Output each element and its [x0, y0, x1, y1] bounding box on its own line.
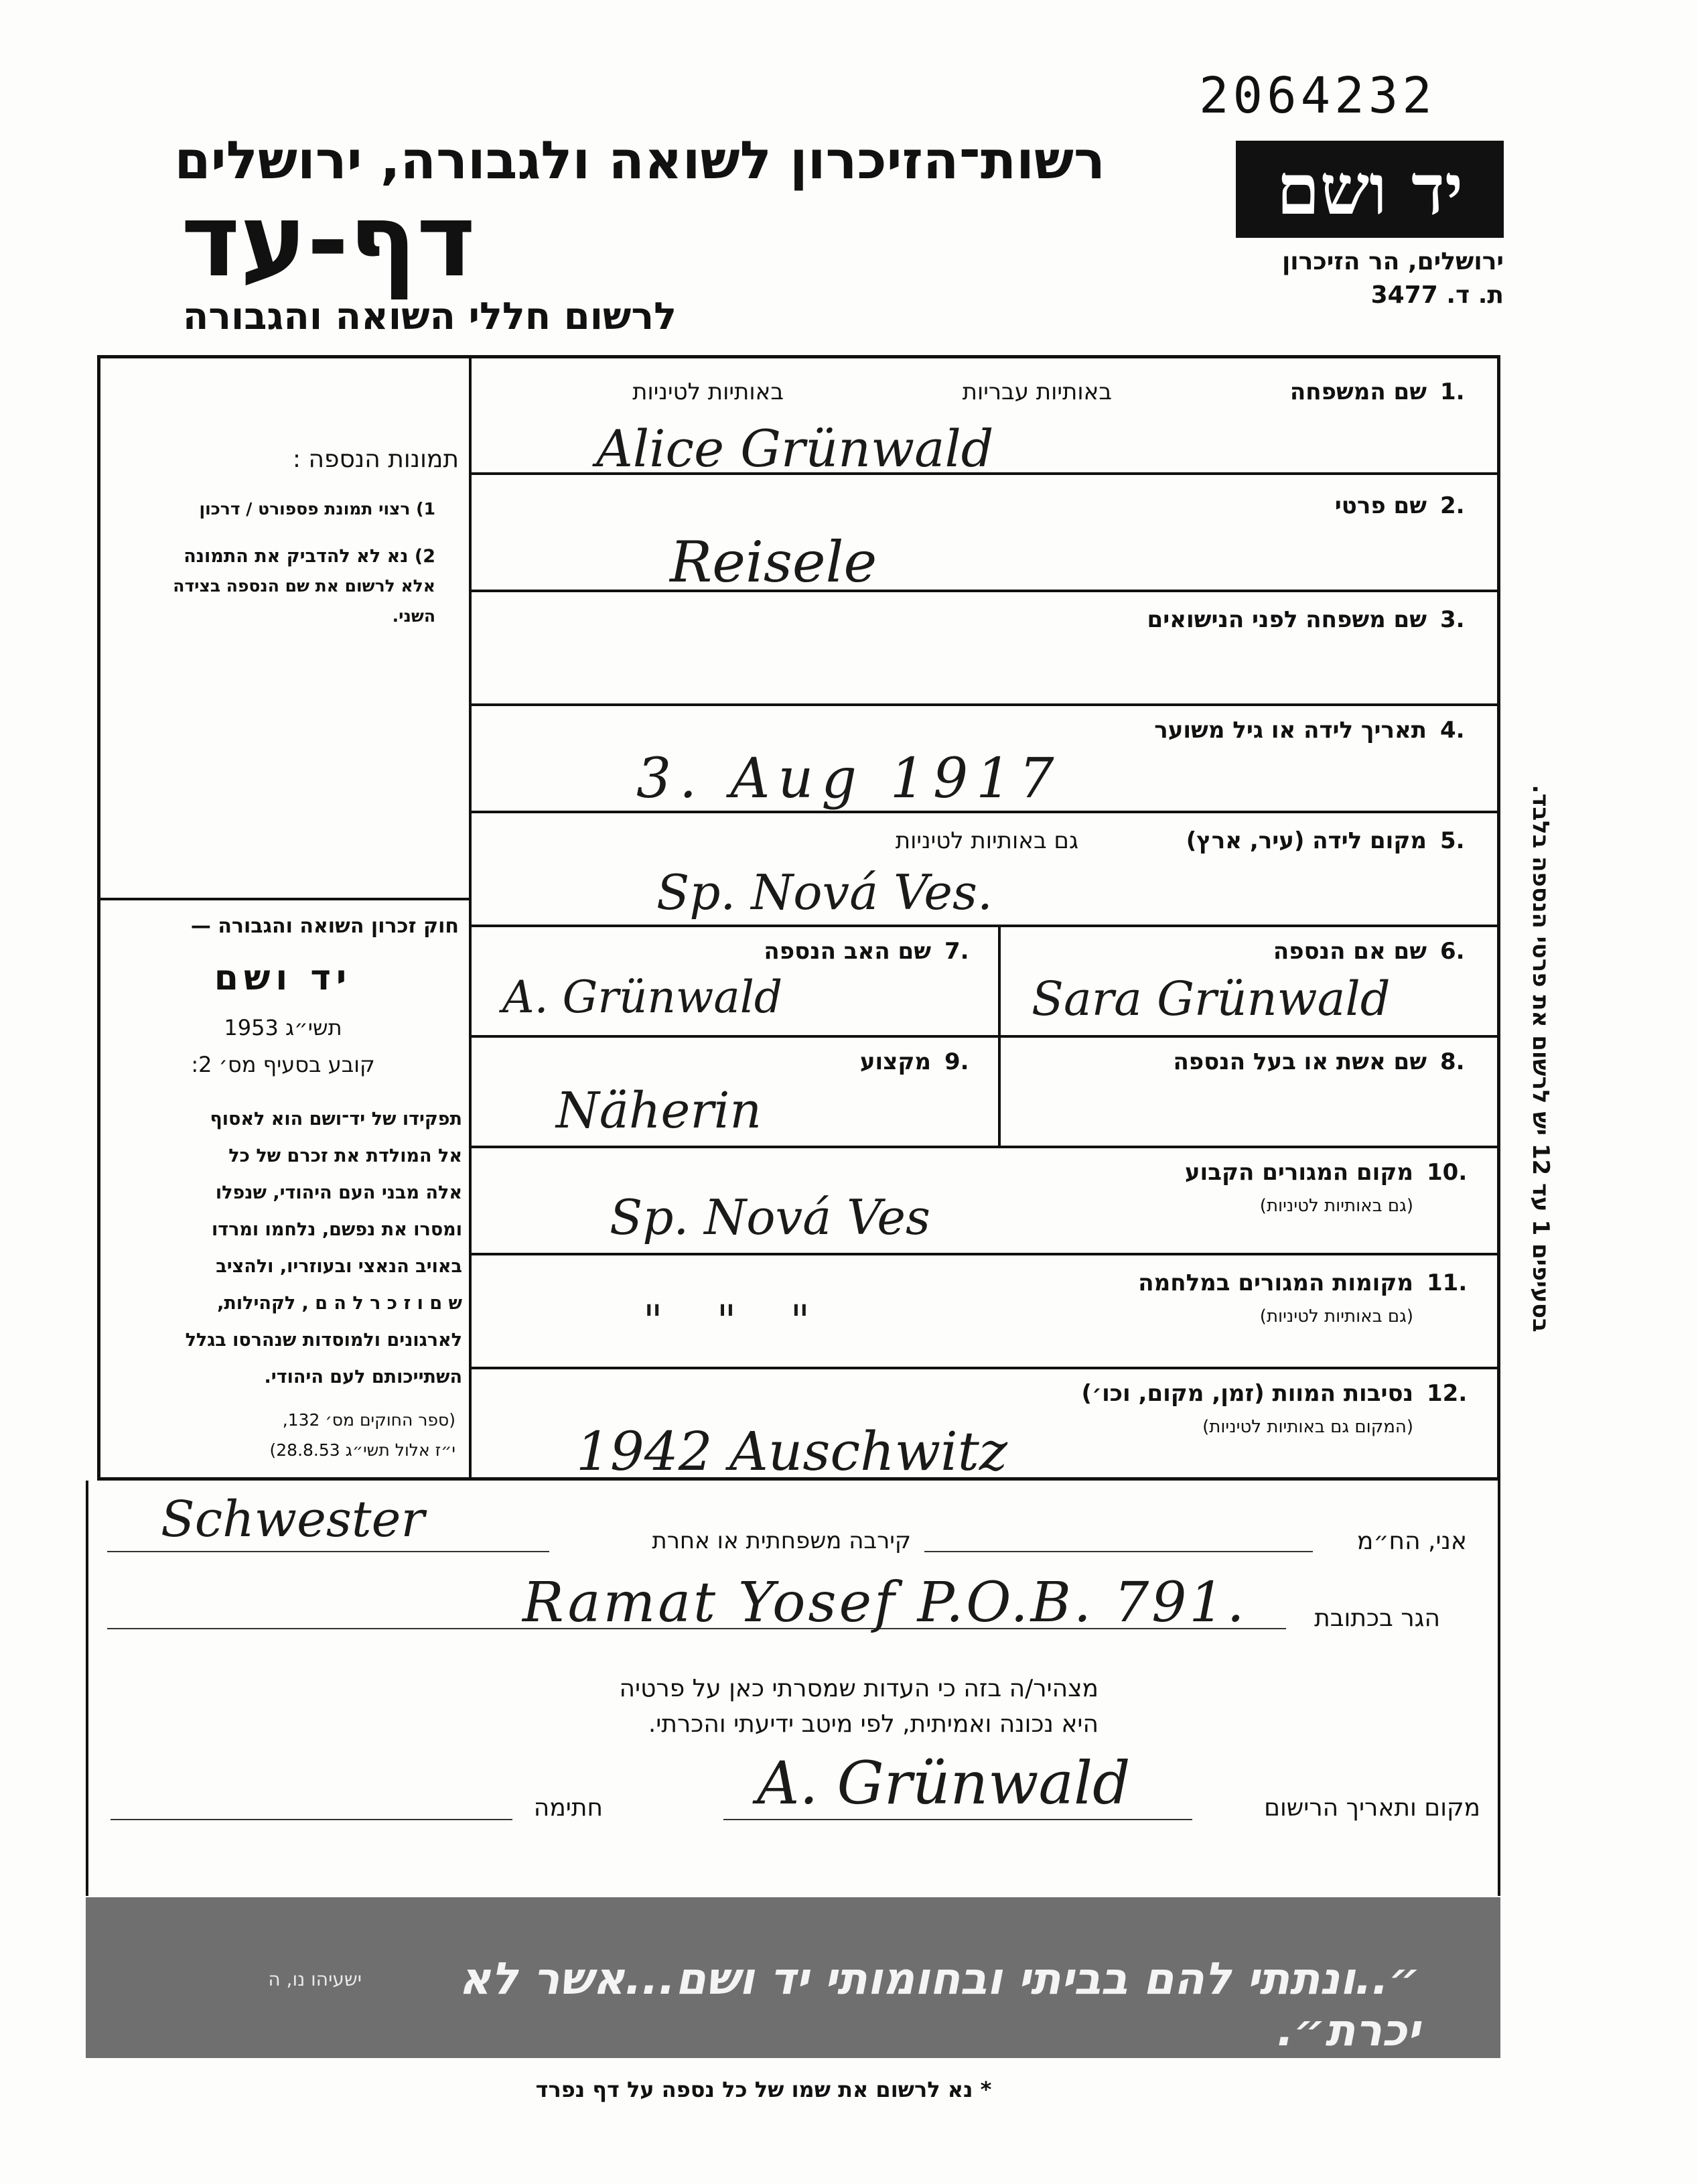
- statement-line-1: מצהיר/ה בזה כי העדות שמסרתי כאן על פרטיה: [619, 1675, 1099, 1702]
- logo-text: יד ושם: [1276, 148, 1464, 230]
- law-text-line: לארגונים ולמוסדות שנהרסו בגלל: [185, 1330, 462, 1351]
- permanent-residence-value[interactable]: Sp. Nová Ves: [610, 1189, 930, 1245]
- field-8-label: שם אשת או בעל הנספה: [1173, 1048, 1427, 1075]
- field-9-number: 9.: [944, 1048, 969, 1075]
- relation-line: [107, 1551, 549, 1552]
- law-text-line: אל המולדת את זכרם של כל: [228, 1146, 462, 1166]
- field-11-label: מקומות המגורים במלחמה: [1138, 1270, 1413, 1296]
- profession-value[interactable]: Näherin: [556, 1082, 762, 1140]
- yad-vashem-logo: [1236, 141, 1504, 238]
- statement-line-2: היא נכונה ואמיתית, לפי מיטב ידיעתי והכרתי.: [648, 1710, 1099, 1738]
- signature-value[interactable]: A. Grünwald: [757, 1749, 1131, 1818]
- law-text-line: השתייכותם לעם היהודי.: [264, 1367, 462, 1387]
- field-12-number: 12.: [1427, 1380, 1468, 1407]
- field-5-hint: גם באותיות לטיניות: [895, 827, 1078, 854]
- law-text-line: באויב הנאצי ובעוזריו, ולהציב: [216, 1256, 462, 1277]
- row-rule: [469, 703, 1500, 706]
- declaration-frame-left: [86, 1481, 88, 1896]
- field-4-label: תאריך לידה או גיל משוער: [1154, 717, 1427, 744]
- declaration-frame-right: [1498, 1481, 1500, 1896]
- signature-label: חתימה: [533, 1794, 603, 1822]
- field-8-number: 8.: [1440, 1048, 1465, 1075]
- field-11-number: 11.: [1427, 1270, 1468, 1296]
- side-note: בסעיפים 1 עד 12 יש לרשום את פרטי הנספה בלבד.: [1527, 784, 1554, 1333]
- family-name-value[interactable]: Alice Grünwald: [596, 419, 994, 478]
- photo-note-1: 1) רצוי תמונת פספורט / דרכון: [199, 499, 435, 519]
- field-1-number: 1.: [1440, 379, 1465, 405]
- first-name-value[interactable]: Reisele: [670, 529, 877, 595]
- banner-quote: ״..ונתתי להם בביתי ובחומותי יד ושם...אשר לא יכרת״.: [458, 1953, 1420, 2056]
- law-reference-1: (ספר החוקים מס׳ 132,: [282, 1410, 455, 1430]
- declarant-line: [924, 1551, 1313, 1552]
- field-6-label: שם אם הנספה: [1273, 938, 1427, 965]
- field-1-latin-hint: באותיות לטיניות: [632, 379, 784, 405]
- row-rule: [469, 925, 1500, 927]
- law-text-line: ש ם ו ז כ ר ל ה ם , לקהילות,: [217, 1293, 462, 1314]
- row-rule: [469, 1035, 1500, 1038]
- declarant-label: אני, הח״מ: [1356, 1527, 1467, 1555]
- field-10-hint: (גם באותיות לטיניות): [1259, 1196, 1413, 1216]
- address-value[interactable]: Ramat Yosef P.O.B. 791.: [522, 1571, 1247, 1635]
- field-7-number: 7.: [944, 938, 969, 965]
- wartime-residence-value[interactable]: " " ": [643, 1296, 830, 1346]
- row-rule: [469, 1367, 1500, 1369]
- law-heading: חוק זכרון השואה והגבורה —: [190, 914, 459, 938]
- death-circumstances-value[interactable]: 1942 Auschwitz: [576, 1420, 1008, 1483]
- field-3-number: 3.: [1440, 606, 1465, 633]
- mid-column-divider: [998, 925, 1001, 1146]
- signature-line: [111, 1819, 512, 1820]
- document-number: 2064232: [1199, 67, 1436, 125]
- banner-source: ישעיהו נו, ה: [268, 1968, 362, 1990]
- photo-note-2-line-3: השני.: [392, 606, 435, 626]
- mother-name-value[interactable]: Sara Grünwald: [1032, 971, 1391, 1026]
- row-rule: [469, 1253, 1500, 1255]
- field-6-number: 6.: [1440, 938, 1465, 965]
- law-text-line: תפקידו של יד־ושם הוא לאסוף: [210, 1109, 462, 1130]
- law-text-line: ומסרו את נפשם, נלחמו ומרדו: [211, 1219, 462, 1240]
- field-7-label: שם האב הנספה: [764, 938, 931, 965]
- field-10-label: מקום המגורים הקבוע: [1184, 1159, 1413, 1186]
- field-2-label: שם פרטי: [1334, 492, 1427, 519]
- law-clause: קובע בסעיף מס׳ 2:: [191, 1052, 375, 1077]
- field-1-label: שם המשפחה: [1289, 379, 1427, 405]
- field-5-number: 5.: [1440, 827, 1465, 854]
- field-4-number: 4.: [1440, 717, 1465, 744]
- address-label: הגר בכתובת: [1314, 1605, 1440, 1632]
- organization-title: רשות־הזיכרון לשואה ולגבורה, ירושלים: [174, 131, 1105, 191]
- address-line-1: ירושלים, הר הזיכרון: [1281, 248, 1504, 275]
- footnote: * נא לרשום את שמו של כל נספה על דף נפרד: [535, 2077, 992, 2102]
- field-9-label: מקצוע: [859, 1048, 931, 1075]
- photo-box-title: תמונות הנספה :: [292, 446, 459, 473]
- place-date-label: מקום ותאריך הרישום: [1264, 1794, 1480, 1822]
- row-rule: [469, 811, 1500, 813]
- father-name-value[interactable]: A. Grünwald: [502, 971, 783, 1023]
- law-name: יד ושם: [214, 958, 352, 998]
- place-date-line: [723, 1819, 1192, 1820]
- field-5-label: מקום לידה (עיר, ארץ): [1186, 827, 1427, 854]
- field-3-label: שם משפחה לפני הנישואים: [1147, 606, 1427, 633]
- left-column-divider: [469, 355, 472, 1481]
- field-11-hint: (גם באותיות לטיניות): [1259, 1306, 1413, 1326]
- row-rule: [469, 590, 1500, 592]
- address-line-2: ת. ד. 3477: [1370, 281, 1504, 309]
- relation-value[interactable]: Schwester: [161, 1491, 425, 1548]
- field-2-number: 2.: [1440, 492, 1465, 519]
- law-year: תשי״ג 1953: [224, 1015, 342, 1040]
- photo-note-2-line-2: אלא לרשום את שם הנספה בצידה: [173, 576, 435, 596]
- law-reference-2: י״ז אלול תשי״ג 28.8.53): [269, 1440, 455, 1460]
- left-column-rule: [97, 898, 469, 900]
- birth-date-value[interactable]: 3. Aug 1917: [636, 747, 1062, 811]
- form-title: דף-עד: [181, 183, 476, 299]
- photo-note-2-line-1: 2) נא לא להדביק את התמונה: [184, 546, 435, 567]
- field-10-number: 10.: [1427, 1159, 1468, 1186]
- field-12-label: נסיבות המוות (זמן, מקום, וכו׳): [1081, 1380, 1413, 1407]
- row-rule: [469, 1146, 1500, 1148]
- field-1-hebrew-hint: באותיות עבריות: [962, 379, 1112, 405]
- field-12-hint: (המקום גם באותיות לטיניות): [1202, 1417, 1413, 1437]
- birth-place-value[interactable]: Sp. Nová Ves.: [656, 864, 993, 920]
- law-text-line: אלה מבני העם היהודי, שנפלו: [215, 1182, 462, 1203]
- relation-label: קירבה משפחתית או אחרת: [652, 1527, 911, 1554]
- form-subtitle: לרשום חללי השואה והגבורה: [182, 295, 677, 338]
